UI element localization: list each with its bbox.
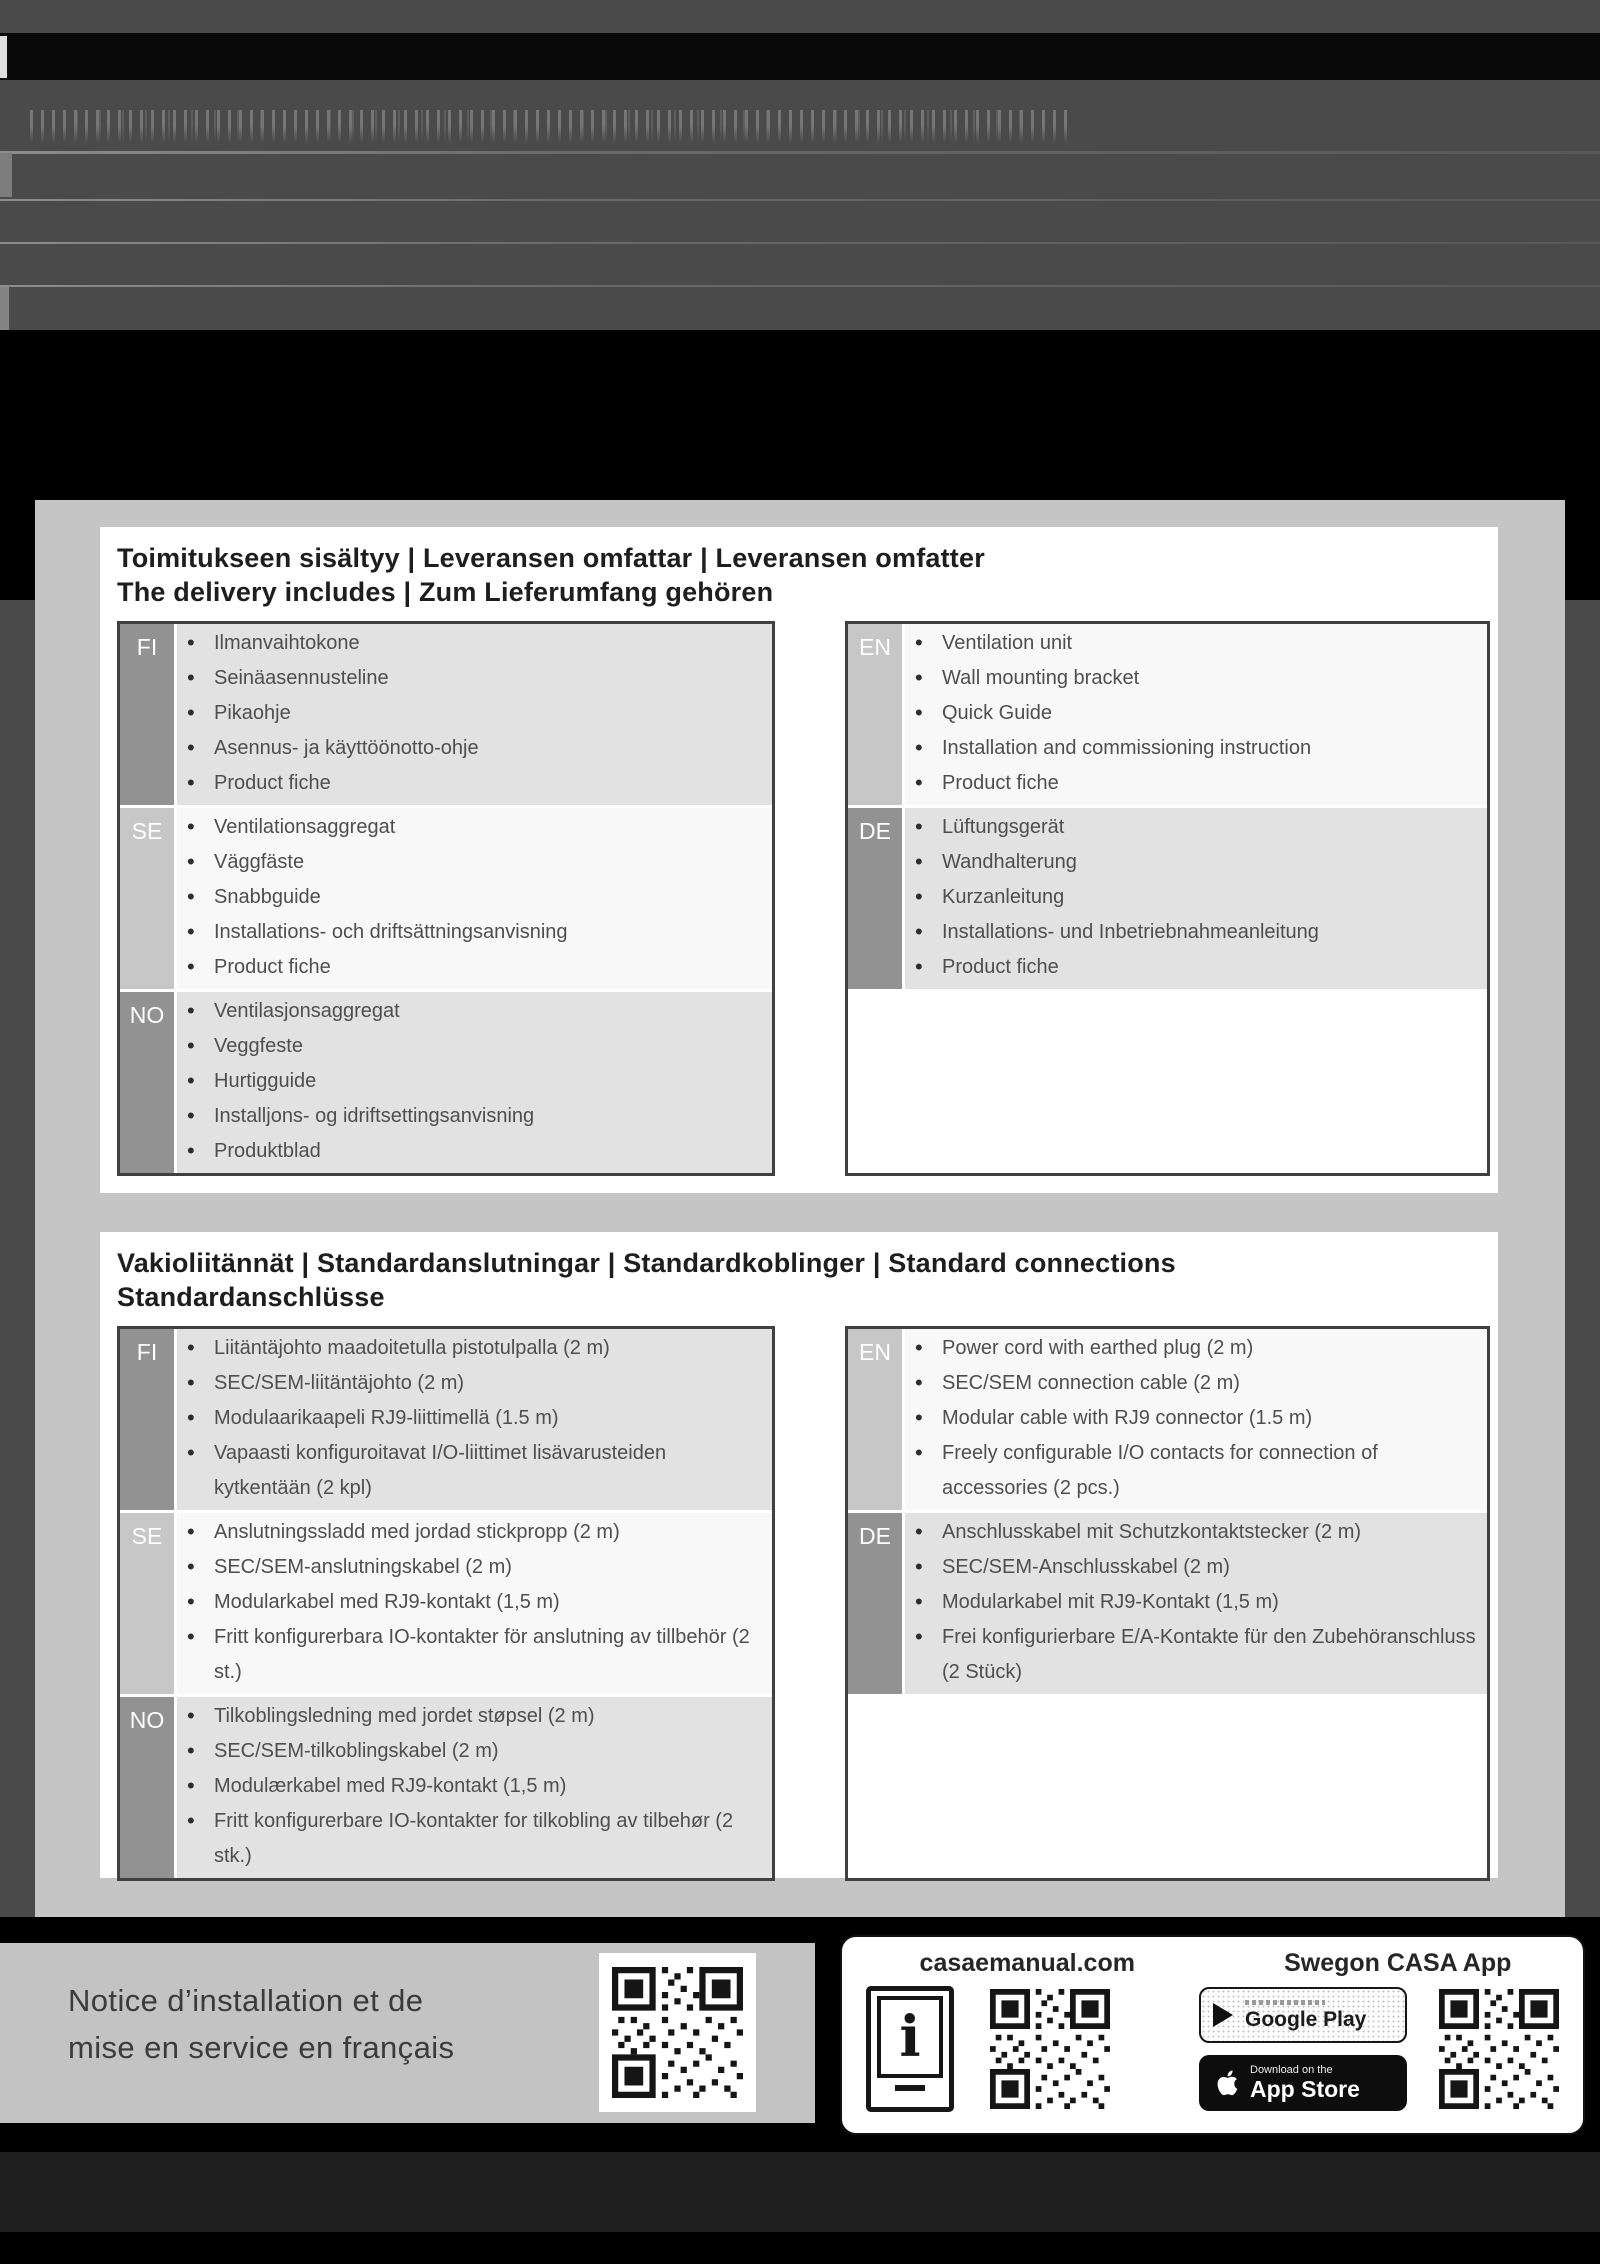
list-item: • Ventilation unit: [905, 626, 1479, 661]
item-list: [905, 624, 1487, 805]
panel-title-line1: Vakioliitännät | Standardanslutningar | Standardkoblinger | Standard connections: [117, 1248, 1176, 1278]
list-item: • Ventilasjonsaggregat: [177, 994, 764, 1029]
table-en-de: [845, 1326, 1490, 1881]
lang-section-fi: [120, 624, 772, 805]
list-item: • Asennus- ja käyttöönotto-ohje: [177, 731, 764, 766]
lang-label: DE: [848, 1513, 905, 1694]
scan-edge-artifact: [0, 36, 7, 78]
delivery-includes-panel: [100, 527, 1498, 1193]
table-fi-se-no: [117, 1326, 775, 1881]
app-box-content: [842, 1978, 1583, 2112]
list-item: • Seinäasennusteline: [177, 661, 764, 696]
french-notice-line1: Notice d’installation et de: [68, 1983, 424, 2018]
google-play-badge: [1199, 1987, 1407, 2043]
item-list: [905, 1513, 1487, 1694]
lang-section-se: [120, 1510, 772, 1694]
app-box-headers: [842, 1937, 1583, 1978]
list-item: • Installations- und Inbetriebnahmeanleitung: [905, 915, 1479, 950]
lang-label: FI: [120, 624, 177, 805]
list-item: • Product fiche: [177, 950, 764, 985]
french-manual-qr-tile: [599, 1953, 756, 2112]
list-item: • Installation and commissioning instruction: [905, 731, 1479, 766]
divider-line: [0, 242, 1600, 244]
list-item: • SEC/SEM-liitäntäjohto (2 m): [177, 1366, 764, 1401]
manual-info-icon: [866, 1986, 954, 2112]
lang-section-en: [848, 624, 1487, 805]
table-fi-se-no: [117, 621, 775, 1176]
divider-line: [0, 285, 1600, 287]
divider-line: [0, 199, 1600, 201]
list-item: • Modulaarikaapeli RJ9-liittimellä (1.5 m): [177, 1401, 764, 1436]
lang-label: SE: [120, 1513, 177, 1694]
list-item: • SEC/SEM-anslutningskabel (2 m): [177, 1550, 764, 1585]
list-item: • Ilmanvaihtokone: [177, 626, 764, 661]
app-qr-code-icon: [1439, 1989, 1559, 2109]
black-margin-right: [1565, 500, 1600, 600]
list-item: • Installations- och driftsättningsanvisning: [177, 915, 764, 950]
list-item: • Frei konfigurierbare E/A-Kontakte für den Zubehöranschluss (2 Stück): [905, 1620, 1479, 1690]
list-item: • Installjons- og idriftsettingsanvisning: [177, 1099, 764, 1134]
language-tables: [117, 1326, 1498, 1881]
lang-label: EN: [848, 624, 905, 805]
app-title-label: Swegon CASA App: [1284, 1949, 1512, 1977]
info-screen: [877, 1996, 943, 2078]
panel-title: [117, 541, 1498, 609]
list-item: • Anslutningssladd med jordad stickpropp (2 m): [177, 1515, 764, 1550]
lang-label: EN: [848, 1329, 905, 1510]
list-item: • Wall mounting bracket: [905, 661, 1479, 696]
panel-title-line1: Toimitukseen sisältyy | Leveransen omfattar | Leveransen omfatter: [117, 543, 985, 573]
footer-band: [0, 1917, 1600, 2264]
lang-label: SE: [120, 808, 177, 989]
item-list: [177, 1513, 772, 1694]
list-item: • Product fiche: [905, 950, 1479, 985]
app-store-smallprint: Download on the: [1250, 2064, 1333, 2076]
lang-section-se: [120, 805, 772, 989]
lang-label: NO: [120, 992, 177, 1173]
list-item: • Fritt konfigurerbara IO-kontakter för anslutning av tillbehör (2 st.): [177, 1620, 764, 1690]
item-list: [177, 808, 772, 989]
list-item: • Anschlusskabel mit Schutzkontaktstecker (2 m): [905, 1515, 1479, 1550]
standard-connections-panel: [100, 1232, 1498, 1878]
top-black-bar: [0, 33, 1600, 80]
list-item: • Quick Guide: [905, 696, 1479, 731]
list-item: • Veggfeste: [177, 1029, 764, 1064]
item-list: [177, 992, 772, 1173]
play-triangle-icon: [1213, 2003, 1233, 2027]
lang-label: NO: [120, 1697, 177, 1878]
panel-title: [117, 1246, 1498, 1314]
list-item: • SEC/SEM connection cable (2 m): [905, 1366, 1479, 1401]
app-store-label: App Store: [1250, 2076, 1360, 2102]
list-item: • Modularkabel mit RJ9-Kontakt (1,5 m): [905, 1585, 1479, 1620]
list-item: • Product fiche: [177, 766, 764, 801]
list-item: • Modular cable with RJ9 connector (1.5 m): [905, 1401, 1479, 1436]
apple-icon: [1212, 2066, 1240, 2100]
app-info-box: [840, 1935, 1585, 2135]
info-i-glyph: i: [899, 2004, 921, 2070]
item-list: [177, 1329, 772, 1510]
footer-dark-stripe: [0, 2152, 1600, 2232]
lang-section-fi: [120, 1329, 772, 1510]
language-tables: [117, 621, 1498, 1176]
qr-code-icon: [612, 1966, 743, 2099]
list-item: • Snabbguide: [177, 880, 764, 915]
clipped-text-artifact: [30, 110, 1075, 152]
list-item: • Hurtigguide: [177, 1064, 764, 1099]
lang-label: FI: [120, 1329, 177, 1510]
list-item: • SEC/SEM-tilkoblingskabel (2 m): [177, 1734, 764, 1769]
list-item: • Ventilationsaggregat: [177, 810, 764, 845]
manual-site-label: casaemanual.com: [919, 1949, 1135, 1977]
list-item: • Modularkabel med RJ9-kontakt (1,5 m): [177, 1585, 764, 1620]
list-item: • Vapaasti konfiguroitavat I/O-liittimet lisävarusteiden kytkentään (2 kpl): [177, 1436, 764, 1506]
manual-qr-code-icon: [990, 1989, 1110, 2109]
lang-label: DE: [848, 808, 905, 989]
list-item: • Freely configurable I/O contacts for connection of accessories (2 pcs.): [905, 1436, 1479, 1506]
item-list: [905, 808, 1487, 989]
badge-smallprint-artifact: [1245, 2000, 1325, 2005]
list-item: • Väggfäste: [177, 845, 764, 880]
french-notice-text: [68, 1977, 454, 2071]
item-list: [905, 1329, 1487, 1510]
lang-section-no: [120, 989, 772, 1173]
list-item: • Modulærkabel med RJ9-kontakt (1,5 m): [177, 1769, 764, 1804]
list-item: • Pikaohje: [177, 696, 764, 731]
table-en-de: [845, 621, 1490, 1176]
divider-line: [0, 151, 1600, 154]
list-item: • Produktblad: [177, 1134, 764, 1169]
lang-section-de: [848, 1510, 1487, 1694]
lang-section-en: [848, 1329, 1487, 1510]
list-item: • Kurzanleitung: [905, 880, 1479, 915]
list-item: • Tilkoblingsledning med jordet støpsel (2 m): [177, 1699, 764, 1734]
list-item: • SEC/SEM-Anschlusskabel (2 m): [905, 1550, 1479, 1585]
item-list: [177, 624, 772, 805]
info-icon-dash: [895, 2085, 925, 2091]
panel-title-line2: Standardanschlüsse: [117, 1282, 385, 1312]
black-margin-left: [0, 500, 35, 600]
lang-section-no: [120, 1694, 772, 1878]
list-item: • Product fiche: [905, 766, 1479, 801]
black-band: [0, 330, 1600, 500]
google-play-label: Google Play: [1245, 2008, 1367, 2031]
scan-edge-artifact: [0, 153, 12, 197]
list-item: • Liitäntäjohto maadoitetulla pistotulpalla (2 m): [177, 1331, 764, 1366]
list-item: • Wandhalterung: [905, 845, 1479, 880]
list-item: • Power cord with earthed plug (2 m): [905, 1331, 1479, 1366]
item-list: [177, 1697, 772, 1878]
lang-section-de: [848, 805, 1487, 989]
app-store-badge: [1199, 2055, 1407, 2111]
panel-title-line2: The delivery includes | Zum Lieferumfang gehören: [117, 577, 774, 607]
list-item: • Fritt konfigurerbare IO-kontakter for tilkobling av tilbehør (2 stk.): [177, 1804, 764, 1874]
store-badges: [1199, 1987, 1407, 2111]
french-notice-line2: mise en service en français: [68, 2030, 455, 2065]
french-notice-bar: [0, 1943, 815, 2123]
list-item: • Lüftungsgerät: [905, 810, 1479, 845]
